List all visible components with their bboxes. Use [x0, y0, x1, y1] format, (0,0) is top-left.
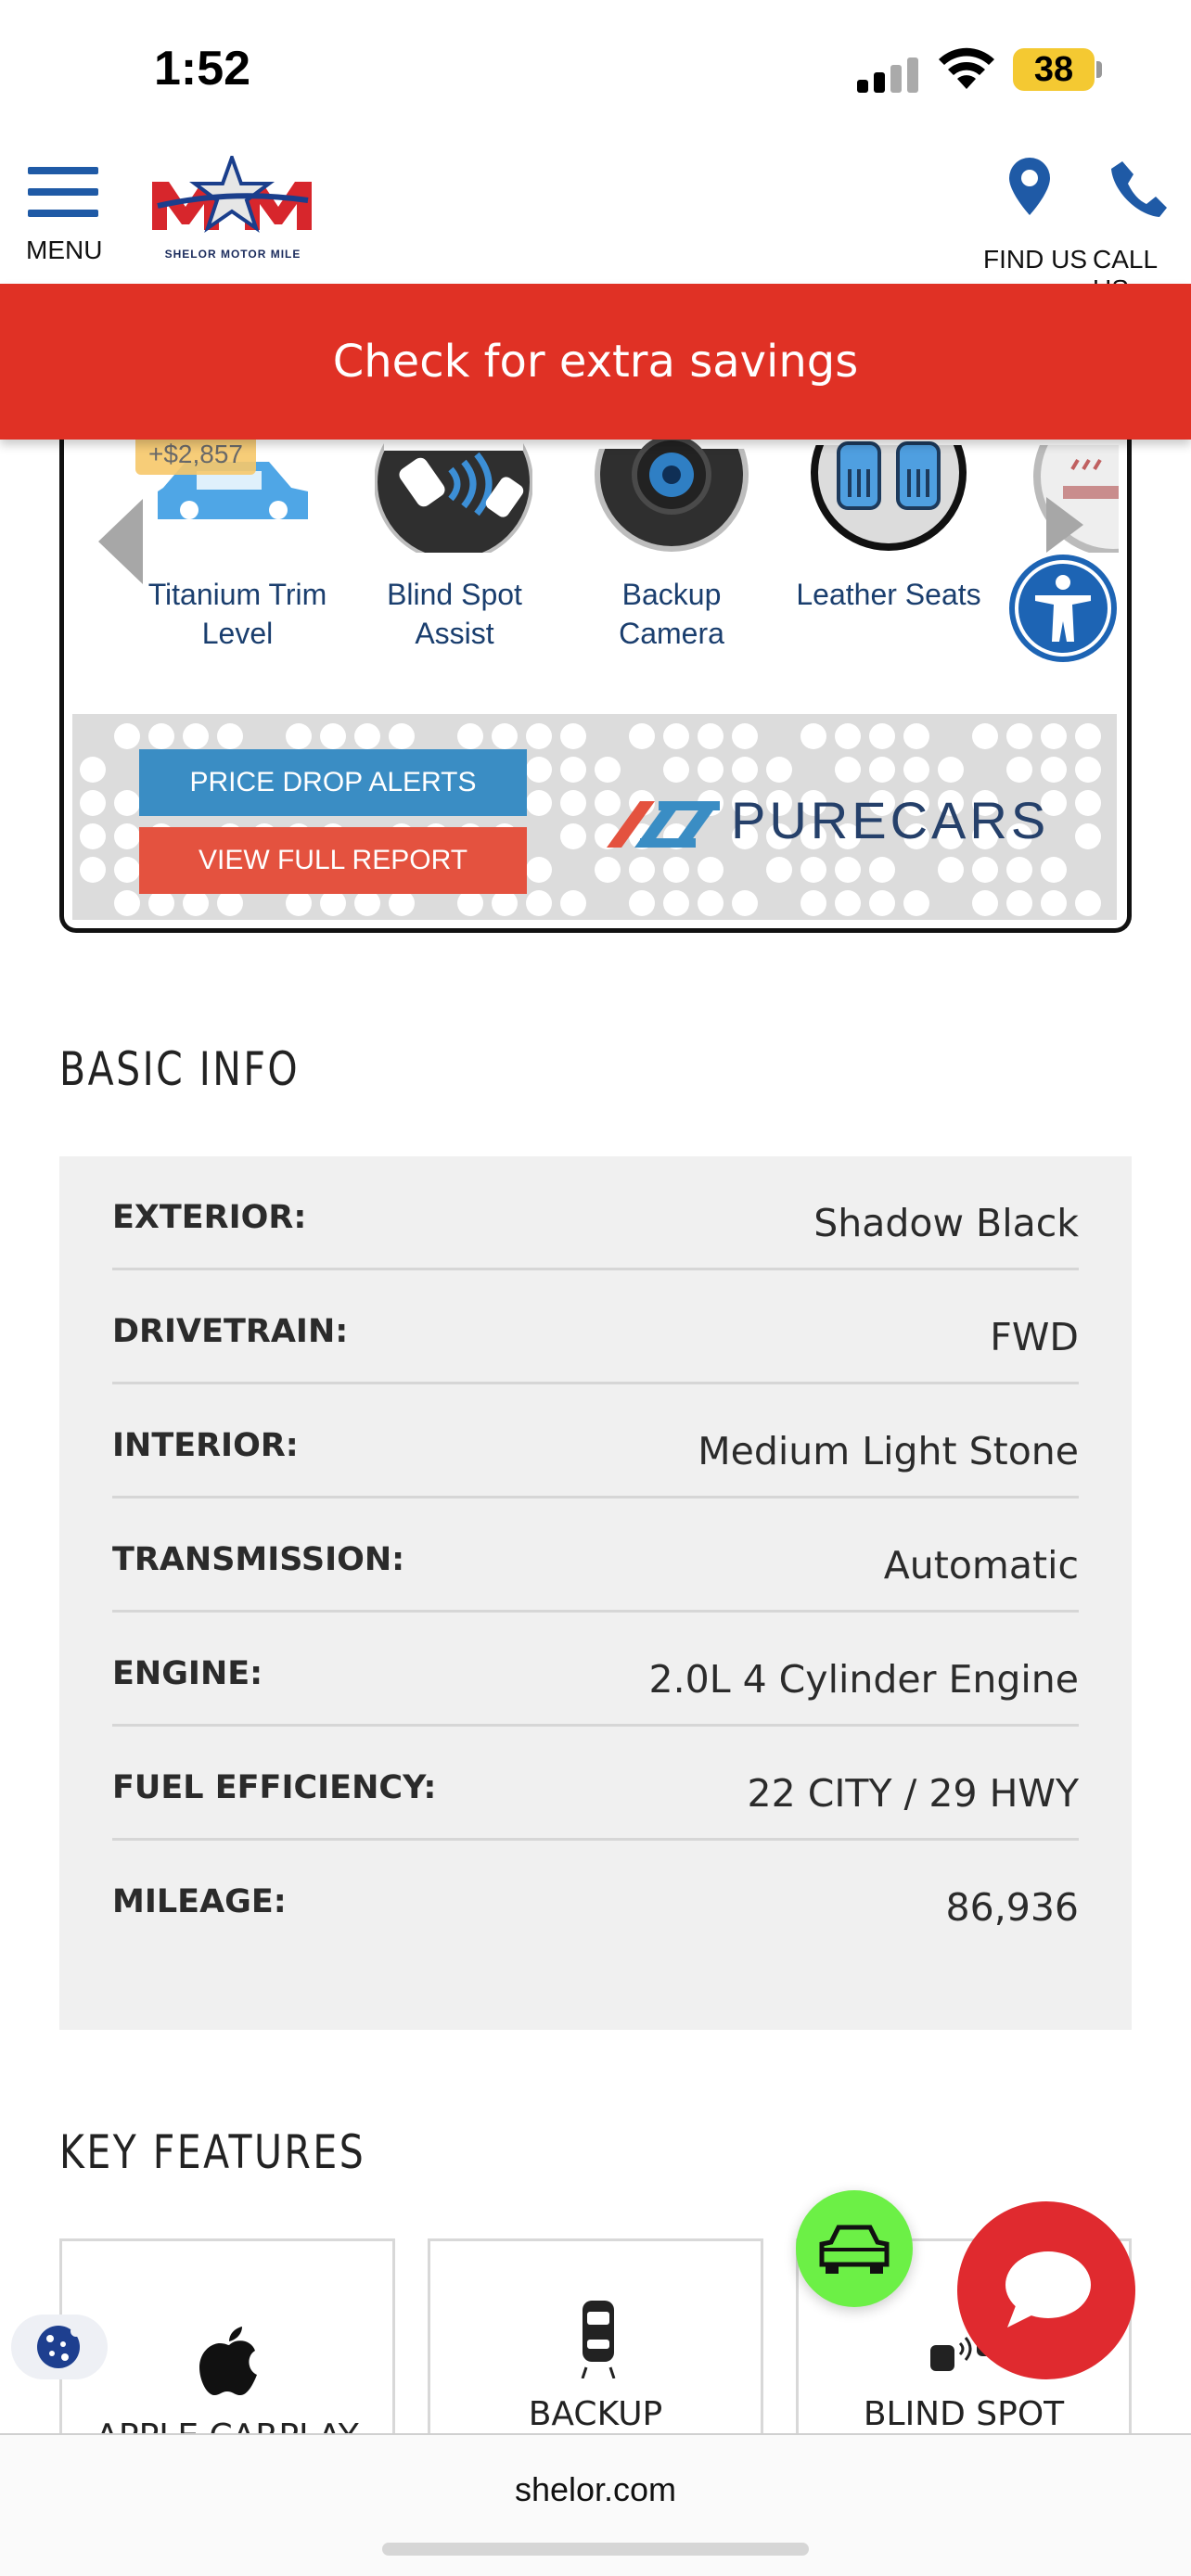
- pattern-dot: [869, 890, 895, 916]
- price-badge: +$2,857: [135, 434, 256, 475]
- pattern-dot: [663, 723, 689, 749]
- info-label: FUEL EFFICIENCY:: [112, 1769, 437, 1806]
- pattern-dot: [1006, 857, 1032, 883]
- purecars-logo-icon: [603, 797, 724, 849]
- location-pin-icon: [1007, 156, 1052, 217]
- pattern-dot: [1041, 723, 1067, 749]
- pattern-dot: [1075, 723, 1101, 749]
- pattern-dot: [183, 723, 209, 749]
- wifi-icon: [937, 46, 996, 91]
- pattern-dot: [1041, 890, 1067, 916]
- carousel-item-label: [135, 575, 339, 653]
- feature-card-backup[interactable]: [428, 2238, 763, 2442]
- pattern-dot: [526, 857, 552, 883]
- seat-icon: [809, 432, 968, 553]
- pattern-dot: [972, 723, 998, 749]
- car-icon: [818, 2222, 890, 2276]
- menu-label: MENU: [26, 236, 103, 264]
- info-label: MILEAGE:: [112, 1883, 287, 1920]
- pattern-dot: [286, 723, 312, 749]
- pattern-dot: [800, 857, 826, 883]
- purecars-brand-text: PURECARS: [731, 791, 1050, 849]
- blind-spot-icon: [375, 432, 532, 553]
- pattern-dot: [560, 823, 586, 849]
- pattern-dot: [80, 790, 106, 816]
- chat-button[interactable]: [957, 2201, 1135, 2379]
- info-label: ENGINE:: [112, 1655, 263, 1692]
- pattern-dot: [869, 757, 895, 783]
- chat-bubble-icon: [1000, 2248, 1093, 2331]
- pattern-dot: [869, 857, 895, 883]
- info-row-engine: [112, 1613, 1079, 1727]
- pattern-dot: [526, 890, 552, 916]
- pattern-dot: [560, 890, 586, 916]
- pattern-dot: [1075, 890, 1101, 916]
- pattern-dot: [457, 723, 483, 749]
- pattern-dot: [492, 890, 518, 916]
- pattern-dot: [835, 890, 861, 916]
- pattern-dot: [903, 723, 929, 749]
- carousel-item-label: [352, 575, 557, 653]
- info-row-interior: [112, 1384, 1079, 1498]
- pattern-dot: [972, 890, 998, 916]
- pattern-dot: [629, 723, 655, 749]
- pattern-dot: [835, 857, 861, 883]
- pattern-dot: [698, 723, 724, 749]
- cookie-icon: [35, 2324, 82, 2370]
- pattern-dot: [595, 757, 621, 783]
- carousel-label-line1: Blind Spot: [387, 578, 522, 611]
- pattern-dot: [457, 890, 483, 916]
- home-indicator: [382, 2543, 809, 2556]
- pattern-dot: [663, 890, 689, 916]
- phone-icon: [1109, 158, 1171, 219]
- key-features-title: KEY FEATURES: [59, 2125, 366, 2179]
- pattern-dot: [114, 823, 140, 849]
- view-full-report-button[interactable]: VIEW FULL REPORT: [139, 827, 527, 894]
- pattern-dot: [629, 857, 655, 883]
- pattern-dot: [1006, 723, 1032, 749]
- pattern-dot: [938, 857, 964, 883]
- info-label: EXTERIOR:: [112, 1199, 307, 1236]
- carousel-label-line1: Titanium Trim: [147, 578, 327, 611]
- pattern-dot: [148, 890, 174, 916]
- pattern-dot: [1006, 890, 1032, 916]
- pattern-dot: [114, 790, 140, 816]
- call-us-label: CALL: [1093, 245, 1158, 274]
- basic-info-title: BASIC INFO: [59, 1042, 301, 1096]
- pattern-dot: [526, 757, 552, 783]
- pattern-dot: [492, 723, 518, 749]
- feature-card-label: BLIND SPOT: [863, 2395, 1065, 2433]
- carousel-label-line2: Level: [201, 617, 274, 650]
- pattern-dot: [869, 723, 895, 749]
- info-row-transmission: [112, 1498, 1079, 1613]
- pattern-dot: [286, 890, 312, 916]
- backup-car-icon: [579, 2299, 618, 2378]
- pattern-dot: [114, 723, 140, 749]
- apple-icon: [199, 2327, 259, 2397]
- pattern-dot: [766, 757, 792, 783]
- info-value: 22 CITY / 29 HWY: [747, 1771, 1079, 1816]
- carousel-item-label: [570, 575, 774, 653]
- find-us-label: FIND US: [983, 245, 1087, 274]
- pattern-dot: [148, 723, 174, 749]
- hamburger-icon-bar: [28, 188, 98, 196]
- purecars-promo: [72, 714, 1117, 920]
- vehicle-fab-button[interactable]: [796, 2190, 913, 2307]
- info-label: TRANSMISSION:: [112, 1541, 405, 1578]
- carousel-next-arrow-icon[interactable]: [1046, 497, 1083, 553]
- pattern-dot: [114, 890, 140, 916]
- feature-card-carplay[interactable]: [59, 2238, 395, 2442]
- info-row-fuel-efficiency: [112, 1727, 1079, 1841]
- pattern-dot: [972, 857, 998, 883]
- info-value: Medium Light Stone: [698, 1429, 1079, 1473]
- info-value: Automatic: [883, 1543, 1079, 1588]
- hamburger-icon-bar: [28, 210, 98, 217]
- pattern-dot: [389, 890, 415, 916]
- pattern-dot: [526, 723, 552, 749]
- info-value: 86,936: [945, 1885, 1079, 1930]
- info-row-drivetrain: [112, 1270, 1079, 1384]
- price-drop-alerts-button[interactable]: PRICE DROP ALERTS: [139, 749, 527, 816]
- pattern-dot: [217, 890, 243, 916]
- pattern-dot: [217, 723, 243, 749]
- carousel-label-line1: Leather Seats: [796, 578, 981, 611]
- carousel-item-label: [787, 575, 991, 614]
- info-row-exterior: [112, 1156, 1079, 1270]
- url-bar[interactable]: shelor.com: [514, 2470, 677, 2508]
- pattern-dot: [1075, 823, 1101, 849]
- pattern-dot: [354, 723, 380, 749]
- pattern-dot: [354, 890, 380, 916]
- pattern-dot: [1075, 790, 1101, 816]
- pattern-dot: [183, 890, 209, 916]
- pattern-dot: [800, 723, 826, 749]
- logo-mark-icon: [148, 156, 317, 239]
- feature-card-label: BACKUP: [528, 2395, 663, 2433]
- cellular-signal-icon: [857, 56, 920, 93]
- extra-savings-banner[interactable]: [0, 284, 1191, 440]
- pattern-dot: [1006, 757, 1032, 783]
- battery-tip: [1096, 61, 1102, 78]
- pattern-dot: [766, 857, 792, 883]
- banner-text: Check for extra savings: [332, 336, 859, 388]
- pattern-dot: [732, 890, 758, 916]
- info-row-mileage: [112, 1841, 1079, 1955]
- pattern-dot: [663, 757, 689, 783]
- status-time: 1:52: [154, 42, 251, 96]
- logo-tagline: SHELOR MOTOR MILE: [164, 248, 301, 261]
- info-label: DRIVETRAIN:: [112, 1313, 349, 1350]
- pattern-dot: [629, 890, 655, 916]
- cookie-settings-button[interactable]: [11, 2315, 108, 2379]
- browser-bottom-bar: [0, 2433, 1191, 2576]
- info-value: Shadow Black: [813, 1201, 1079, 1245]
- carousel-label-line2: Assist: [415, 617, 494, 650]
- hamburger-icon: [28, 167, 98, 174]
- pattern-dot: [732, 723, 758, 749]
- pattern-dot: [1075, 757, 1101, 783]
- pattern-dot: [80, 823, 106, 849]
- pattern-dot: [114, 857, 140, 883]
- pattern-dot: [80, 757, 106, 783]
- pattern-dot: [1041, 857, 1067, 883]
- accessibility-icon[interactable]: [1007, 553, 1119, 664]
- pattern-dot: [732, 757, 758, 783]
- pattern-dot: [560, 723, 586, 749]
- pattern-dot: [389, 723, 415, 749]
- pattern-dot: [698, 890, 724, 916]
- pattern-dot: [903, 757, 929, 783]
- basic-info-table: [59, 1156, 1132, 2030]
- pattern-dot: [320, 723, 346, 749]
- camera-icon: [594, 432, 749, 553]
- pattern-dot: [800, 890, 826, 916]
- pattern-dot: [320, 890, 346, 916]
- pattern-dot: [560, 757, 586, 783]
- pattern-dot: [835, 757, 861, 783]
- carousel-label-line1: Backup: [621, 578, 722, 611]
- pattern-dot: [663, 857, 689, 883]
- pattern-dot: [1041, 757, 1067, 783]
- battery-indicator: 38: [1013, 48, 1095, 91]
- carousel-prev-arrow-icon[interactable]: [98, 499, 143, 584]
- info-value: FWD: [990, 1315, 1079, 1359]
- pattern-dot: [938, 757, 964, 783]
- pattern-dot: [698, 757, 724, 783]
- info-value: 2.0L 4 Cylinder Engine: [648, 1657, 1079, 1702]
- pattern-dot: [903, 890, 929, 916]
- pattern-dot: [526, 790, 552, 816]
- info-label: INTERIOR:: [112, 1427, 299, 1464]
- dealer-logo[interactable]: [148, 156, 317, 261]
- pattern-dot: [595, 857, 621, 883]
- carousel-label-line2: Camera: [619, 617, 724, 650]
- pattern-dot: [560, 790, 586, 816]
- pattern-dot: [80, 857, 106, 883]
- pattern-dot: [835, 723, 861, 749]
- pattern-dot: [698, 857, 724, 883]
